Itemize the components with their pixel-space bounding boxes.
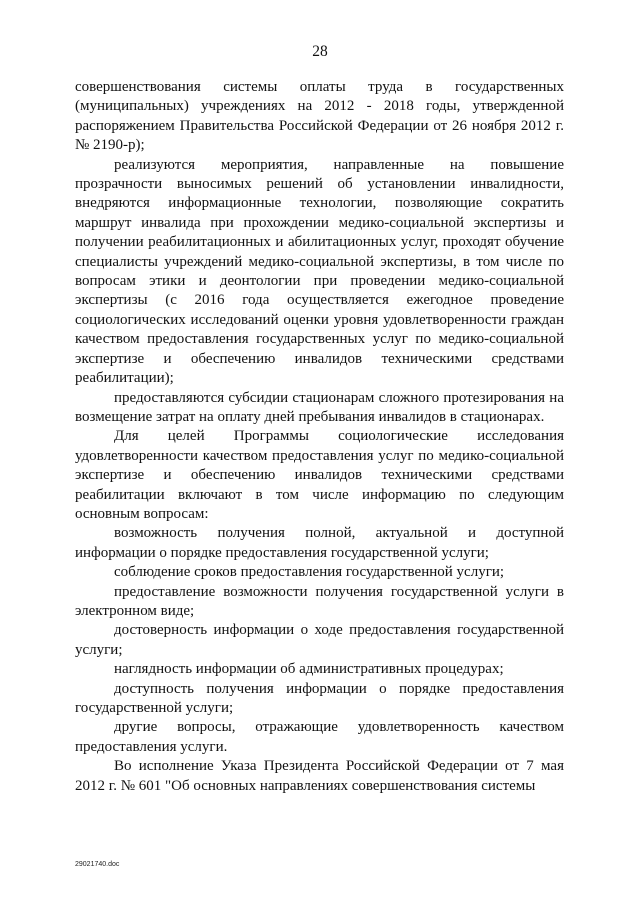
document-body [75,78,564,796]
paragraph-decree: Во исполнение Указа Президента Российской Федерации от 7 мая 2012 г. № 601 "Об основных направлениях совершенствования системы [75,758,564,794]
paragraph-measures: реализуются мероприятия, направленные на повышение прозрачности выносимых решений об установлении инвалидности, внедряются информационные технологии, позволяющие сократить маршрут инвалида при прохождении медико-социальной экспертизы и получении реабилитационных и абилитационных услуг, проходят обучение специалисты учреждений медико-социальной экспертизы, в том числе по вопросам этики и деонтологии при проведении медико-социальной экспертизы (с 2016 года осуществляется ежегодное проведение социологических исследований оценки уровня удовлетворенности граждан качеством предоставления государственных услуг по медико-социальной экспертизе и обеспечению инвалидов техническими средствами реабилитации); [75,156,564,387]
list-item-clarity: наглядность информации об административных процедурах; [114,661,504,678]
list-item-electronic: предоставление возможности получения государственной услуги в электронном виде; [75,583,564,619]
list-item-accessibility: доступность получения информации о порядке предоставления государственной услуги; [75,680,564,716]
list-item-reliability: достоверность информации о ходе предоставления государственной услуги; [75,622,564,658]
list-item-availability: возможность получения полной, актуальной и доступной информации о порядке предоставления государственной услуги; [75,525,564,561]
paragraph-program-research: Для целей Программы социологические исследования удовлетворенности качеством предоставления услуг по медико-социальной экспертизе и обеспечению инвалидов техническими средствами реабилитации включают в том числе информацию по следующим основным вопросам: [75,428,564,522]
page-number: 28 [312,43,328,60]
paragraph-continuation: совершенствования системы оплаты труда в государственных (муниципальных) учреждениях на 2012 - 2018 годы, утвержденной распоряжением Правительства Российской Федерации от 26 ноября 2012 г. № 2190-р); [75,79,564,154]
list-item-other: другие вопросы, отражающие удовлетворенность качеством предоставления услуги. [75,719,564,755]
footer-filename: 29021740.doc [75,861,120,868]
list-item-deadlines: соблюдение сроков предоставления государственной услуги; [114,564,505,581]
paragraph-subsidies: предоставляются субсидии стационарам сложного протезирования на возмещение затрат на оплату дней пребывания инвалидов в стационарах. [75,389,564,425]
